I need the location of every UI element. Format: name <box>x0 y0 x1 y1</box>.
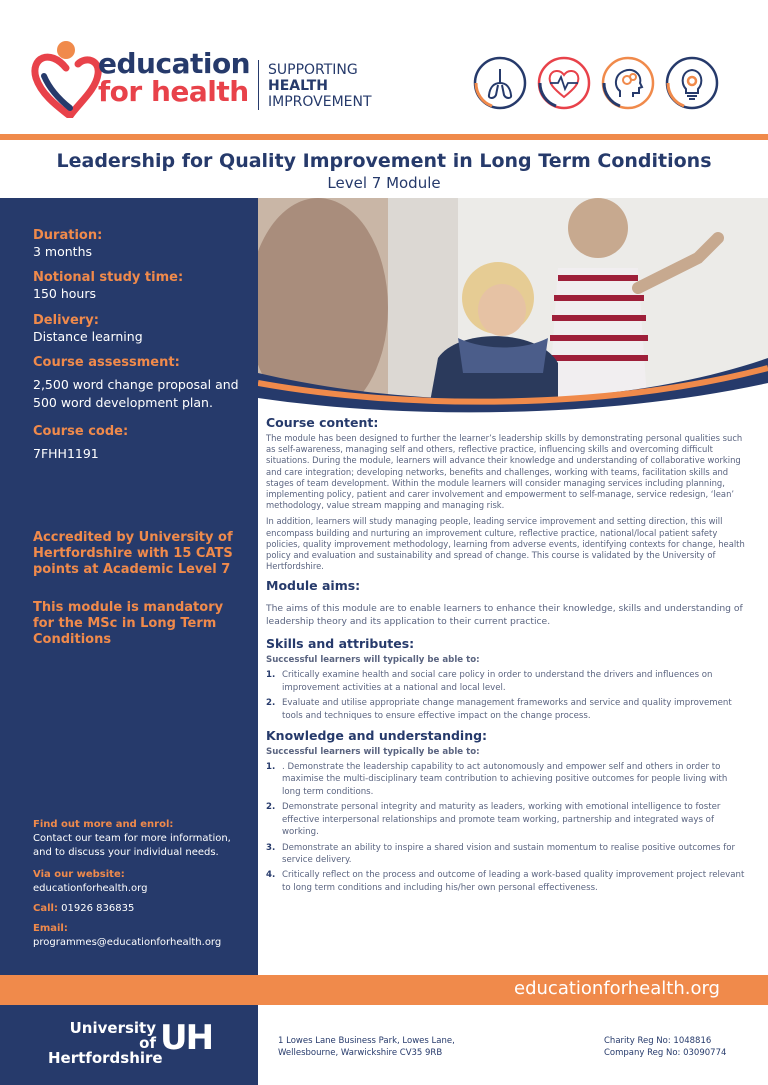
photo-illustration <box>258 198 768 413</box>
enrol-text: Contact our team for more information, and to discuss your individual needs. <box>33 833 231 858</box>
logo-wordmark <box>98 47 251 108</box>
module-aims-heading: Module aims: <box>266 578 361 594</box>
mandatory-text: This module is mandatory for the MSc in Long Term Conditions <box>33 600 224 647</box>
lungs-icon <box>472 55 528 111</box>
list-text: Evaluate and utilise appropriate change management frameworks and service and quality improvement tools and techniques to ensure effective impact on the change process. <box>282 698 732 721</box>
duration-field <box>33 228 102 261</box>
course-code-field <box>33 424 128 463</box>
knowledge-subheading: Successful learners will typically be able to: <box>266 747 480 758</box>
course-content-paragraph-1: The module has been designed to further the learner’s leadership skills by demonstrating personal qualities such as self-awareness, managing self and others, reflective practice, influencing skills and overcoming difficult situations. During the module, learners will advance their knowledge and understanding of collaborative working and care integration; developing networks, benefits and challenges, working with teams, facilitation skills and stages of team development. Within the module learners will consider managing services including planning, implementing policy, patient and carer involvement and empowerment to self-manage, service redesign, ‘lean’ methodology, value stream mapping and managing risk. <box>266 433 743 511</box>
course-content-paragraph-2: In addition, learners will study managing people, leading service improvement and setting direction, this will encompass building and nurturing an improvement culture, reflective practice, national/local patient safety policies, quality improvement methodology, learning from adverse events, identifying contexts for change, health policy and evaluation and sustainability and spread of change. This course is validated by the University of Hertfordshire. <box>266 516 745 572</box>
charity-reg: Charity Reg No: 1048816 <box>604 1036 712 1046</box>
skills-heading: Skills and attributes: <box>266 636 415 652</box>
list-item <box>266 842 746 867</box>
education-for-health-logo[interactable] <box>30 38 390 118</box>
university-logo-panel <box>0 1005 258 1085</box>
list-item <box>266 697 746 722</box>
delivery-label: Delivery: <box>33 313 99 328</box>
duration-value: 3 months <box>33 244 93 259</box>
assessment-value: 2,500 word change proposal and 500 word development plan. <box>33 377 239 410</box>
accreditation-text: Accredited by University of Hertfordshire with 15 CATS points at Academic Level 7 <box>33 530 233 577</box>
address <box>278 1035 455 1059</box>
address-line1: 1 Lowes Lane Business Park, Lowes Lane, <box>278 1036 455 1046</box>
list-number: 1. <box>266 670 276 681</box>
list-text: Critically reflect on the process and outcome of leading a work-based quality improvement project relevant to long term conditions and including his/her own personal effectiveness. <box>282 870 745 893</box>
company-reg: Company Reg No: 03090774 <box>604 1048 727 1058</box>
list-item <box>266 869 746 894</box>
list-number: 3. <box>266 842 276 853</box>
tagline-3: IMPROVEMENT <box>268 94 372 110</box>
address-line2: Wellesbourne, Warwickshire CV35 9RB <box>278 1048 443 1058</box>
logo-line2: for health <box>98 75 249 108</box>
website-link[interactable]: educationforhealth.org <box>33 883 148 894</box>
footer <box>0 1005 768 1085</box>
list-text: Demonstrate personal integrity and maturity as leaders, working with emotional intelligence to foster effective interpersonal relationships and promote team working, partnership and integrated ways of working. <box>282 802 721 838</box>
list-text: Critically examine health and social care policy in order to understand the drivers and influences on improvement activities at a national and local level. <box>282 670 713 693</box>
knowledge-heading: Knowledge and understanding: <box>266 728 488 744</box>
enrol-title: Find out more and enrol: <box>33 819 174 830</box>
list-number: 2. <box>266 802 276 813</box>
tagline-2: HEALTH <box>268 78 328 94</box>
page-title: Leadership for Quality Improvement in Long Term Conditions <box>56 150 712 172</box>
email-label: Email: <box>33 923 68 934</box>
lightbulb-gear-icon <box>664 55 720 111</box>
hero-photo <box>258 198 768 413</box>
delivery-field <box>33 313 143 346</box>
title-band <box>0 140 768 198</box>
assessment-field <box>33 355 248 412</box>
study-time-value: 150 hours <box>33 286 96 301</box>
university-mark: UH <box>160 1018 213 1058</box>
list-number: 1. <box>266 762 276 773</box>
enrol-block <box>33 818 248 950</box>
course-content-heading: Course content: <box>266 415 379 430</box>
heart-person-icon <box>30 38 102 118</box>
study-time-label: Notional study time: <box>33 270 184 285</box>
list-text: . Demonstrate the leadership capability to act autonomously and empower self and others in order to maximise the multi-disciplinary team contribution to achieving positive outcomes for people living with long term conditions. <box>282 762 728 797</box>
logo-tagline <box>268 62 372 110</box>
list-number: 2. <box>266 698 276 709</box>
registration-numbers <box>604 1035 726 1059</box>
email-link[interactable]: programmes@educationforhealth.org <box>33 937 222 948</box>
list-number: 4. <box>266 870 276 881</box>
logo-line1: education <box>98 47 251 80</box>
call-line <box>33 902 248 916</box>
duration-label: Duration: <box>33 228 103 243</box>
heart-pulse-icon <box>536 55 592 111</box>
assessment-label: Course assessment: <box>33 355 180 370</box>
list-item <box>266 669 746 694</box>
list-item <box>266 761 746 798</box>
module-aims-text: The aims of this module are to enable learners to enhance their knowledge, skills and understanding of leadership theory and its application to their current practice. <box>266 603 743 628</box>
list-text: Demonstrate an ability to inspire a shared vision and sustain momentum to realise positive outcomes for service delivery. <box>282 842 736 865</box>
top-icons <box>472 55 722 111</box>
course-code-label: Course code: <box>33 424 129 439</box>
study-time-field <box>33 270 183 303</box>
header <box>0 0 768 138</box>
head-gears-icon <box>600 55 656 111</box>
list-item <box>266 801 746 838</box>
delivery-value: Distance learning <box>33 329 143 344</box>
call-number[interactable]: 01926 836835 <box>61 903 135 914</box>
call-label: Call: <box>33 903 58 914</box>
tagline-1: SUPPORTING <box>268 62 358 78</box>
university-line2: Hertfordshire <box>48 1049 163 1067</box>
footer-website-link[interactable]: educationforhealth.org <box>514 978 720 999</box>
course-code-value: 7FHH1191 <box>33 446 99 461</box>
skills-subheading: Successful learners will typically be able to: <box>266 655 480 666</box>
main-content <box>266 415 746 897</box>
page-subtitle: Level 7 Module <box>327 174 441 192</box>
knowledge-list <box>266 761 746 894</box>
sidebar <box>0 198 258 975</box>
university-line1: University of <box>69 1019 156 1052</box>
university-name <box>48 1021 163 1066</box>
skills-list <box>266 669 746 722</box>
logo-divider <box>258 60 259 110</box>
footer-band <box>0 975 768 1005</box>
website-label: Via our website: <box>33 869 125 880</box>
